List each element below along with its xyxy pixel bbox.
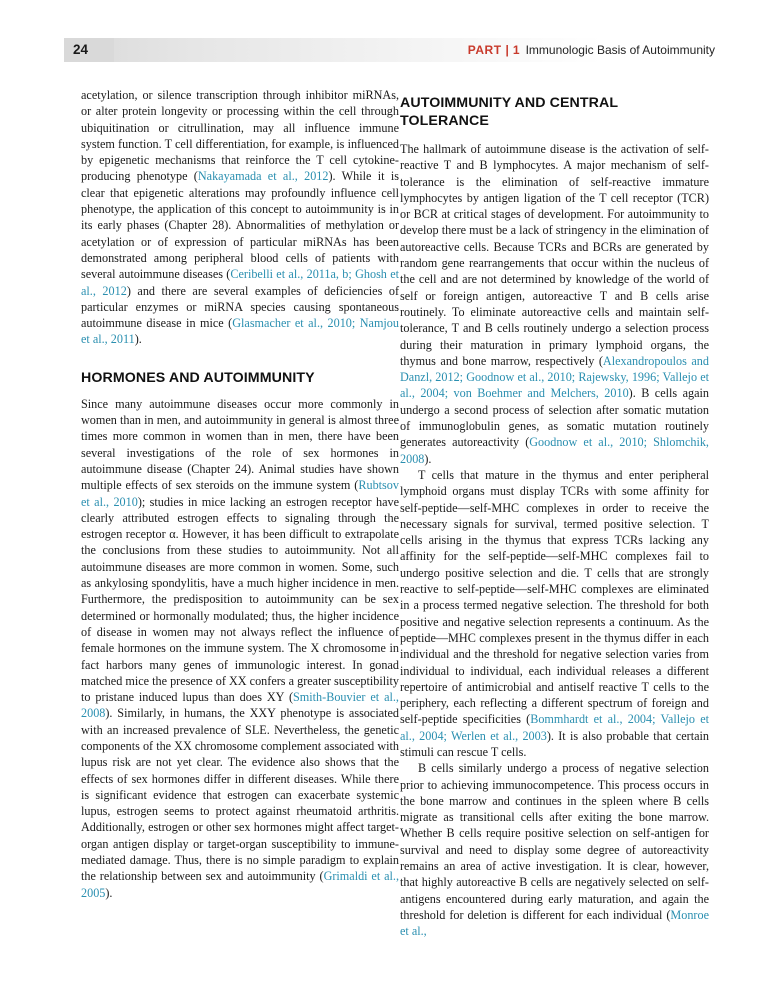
citation-link[interactable]: Rubtsov et al., 2010 <box>81 478 399 509</box>
paragraph-t-cell-selection <box>400 467 709 760</box>
paragraph-text: ). It is also probable that certain stimuli can rescue T cells. <box>400 728 709 759</box>
part-title: Immunologic Basis of Autoimmunity <box>525 43 715 57</box>
citation-link[interactable]: Smith-Bouvier et al., 2008 <box>81 690 399 721</box>
paragraph-hormones <box>81 396 399 901</box>
paragraph-text: B cells similarly undergo a process of negative selection prior to achieving immunocompetence. This process occurs in the bone marrow and continues in the spleen where B cells migrate as transitional cells after exiting the bone marrow. Whether B cells require positive selection on self-antigen for survival and need to display some degree of autoreactivity remains an area of active investigation. It is clear, however, that highly autoreactive B cells are negatively selected on self-antigens encountered during early maturation, and again the threshold for deletion is different for each individual ( <box>400 761 709 922</box>
citation-link[interactable]: Goodnow et al., 2010; Shlomchik, 2008 <box>400 435 709 466</box>
paragraph-text: ). Similarly, in humans, the XXY phenotype is associated with an increased prevalence of SLE. Nevertheless, the genetic components of the XX chromosome complement associated with lupus risk are not yet clear. The evidence also shows that the effects of sex hormones differ in different diseases. While there is significant evidence that estrogen can exacerbate systemic lupus, estrogen seems to protect against rheumatoid arthritis. Additionally, estrogen or other sex hormones might affect target-organ antigen display or target-organ susceptibility to immune-mediated damage. Thus, there is no simple paradigm to explain the relationship between sex and autoimmunity ( <box>81 706 399 884</box>
citation-link[interactable]: Ceribelli et al., 2011a, b; Ghosh et al., 2012 <box>81 267 400 298</box>
section-heading-hormones: HORMONES AND AUTOIMMUNITY <box>81 369 315 386</box>
citation-link[interactable]: Alexandropoulos and Danzl, 2012; Goodnow et al., 2010; Rajewsky, 1996; Vallejo et al., 2004; von Boehmer and Melchers, 2010 <box>400 353 709 401</box>
paragraph-text: ). While it is clear that epigenetic alterations may profoundly influence cell phenotype, the application of this concept to autoimmunity is in its early phases (Chapter 28). Abnormalities of methylation or acetylation or of expression of particular miRNAs has been demonstrated among peripheral blood cells of patients with several autoimmune diseases ( <box>81 169 399 282</box>
running-head <box>468 38 715 62</box>
part-label: PART <box>467 43 502 57</box>
paragraph-text: ). <box>424 451 432 466</box>
paragraph-text: T cells that mature in the thymus and enter peripheral lymphoid organs must display TCRs with some affinity for self-peptide—self-MHC complexes in order to receive the necessary signals for survival, termed positive selection. T cells arising in the thymus that express TCRs lacking any affinity for the self-peptide—self-MHC complexes fail to undergo positive selection and die. T cells that are strongly reactive to self-peptide—self-MHC complexes are eliminated in a process termed negative selection. The threshold for both positive and negative selection represents a continuum. As the peptide—MHC complexes present in the thymus differ in each individual and the threshold for negative selection varies from individual to individual, each individual releases a different repertoire of antimicrobial and antiself reactive T cells to the periphery, each reflecting a different spectrum of foreign and self-peptide specificities ( <box>400 467 709 727</box>
paragraph-text: acetylation, or silence transcription through inhibitor miRNAs, or alter protein longevity or processing within the cell through ubiquitination or citrullination, may all influence immune system function. T cell differentiation, for example, is influenced by epigenetic mechanisms that reinforce the T cell cytokine-producing phenotype ( <box>81 88 399 184</box>
citation-link[interactable]: Bommhardt et al., 2004; Vallejo et al., 2004; Werlen et al., 2003 <box>400 712 709 743</box>
paragraph-b-cell-selection <box>400 760 709 939</box>
citation-link[interactable]: Grimaldi et al., 2005 <box>81 869 399 900</box>
paragraph-text: Since many autoimmune diseases occur more commonly in women than in men, and autoimmunity in general is almost three times more common in women than in men, there have been several investigations of the role of sex hormones in autoimmune disease (Chapter 24). Animal studies have shown multiple effects of sex steroids on the immune system ( <box>81 396 399 493</box>
section-heading-central-tolerance: AUTOIMMUNITY AND CENTRAL TOLERANCE <box>400 95 618 129</box>
paragraph-text: The hallmark of autoimmune disease is the activation of self-reactive T and B lymphocytes. A major mechanism of self-tolerance is the elimination of self-reactive immature lymphocytes by antigen ligation of the T cell receptor (TCR) or BCR at critical stages of development. For autoimmunity to develop there must be a lack of stringency in the elimination of autoreactive cells. Because TCRs and BCRs are generated by random gene rearrangements that occur within the nucleus of the cell and are not determined by knowledge of the world of self or foreign antigen, autoreactive T and B cells arise routinely. To eliminate autoreactive cells and maintain self-tolerance, T and B cells routinely undergo a selection process during their maturation in primary lymphoid organs, the thymus and bone marrow, respectively ( <box>400 142 709 368</box>
paragraph-text: ) and there are several examples of deficiencies of particular enzymes or miRNA species causing spontaneous autoimmune disease in mice ( <box>81 283 399 331</box>
paragraph-text: ). B cells again undergo a second process of selection after somatic mutation of immunoglobulin genes, as somatic mutation routinely generates autoreactivity ( <box>400 386 709 450</box>
citation-link[interactable]: Nakayamada et al., 2012 <box>197 169 329 184</box>
citation-link[interactable]: Monroe et al., <box>400 907 709 939</box>
paragraph-text: ). <box>134 332 142 347</box>
running-head-separator: | <box>505 43 509 57</box>
part-number: 1 <box>512 43 520 57</box>
page-number: 24 <box>64 38 114 62</box>
citation-link[interactable]: Glasmacher et al., 2010; Namjou et al., 2011 <box>81 316 399 347</box>
paragraph-central-tolerance <box>400 141 709 467</box>
right-column <box>400 94 709 940</box>
paragraph-text: ); studies in mice lacking an estrogen receptor have clearly attributed estrogen effects to signaling through the estrogen receptor α. However, it has been difficult to extrapolate the conclusions from these studies to autoimmunity. Not all autoimmune diseases are more common in women. Some, such as ankylosing spondylitis, have a much higher incidence in men. Furthermore, the predisposition to autoimmunity can be sex determined or hormonally modulated; thus, the higher incidence of disease in women may not always reflect the influence of female hormones on the immune system. The X chromosome in fact harbors many genes of immunologic interest. In gonad matched mice the presence of XX confers a greater susceptibility to pristane induced lupus than does XY ( <box>81 494 399 705</box>
paragraph-epigenetics <box>81 87 399 348</box>
left-column <box>81 87 399 901</box>
paragraph-text: ). <box>105 885 113 900</box>
